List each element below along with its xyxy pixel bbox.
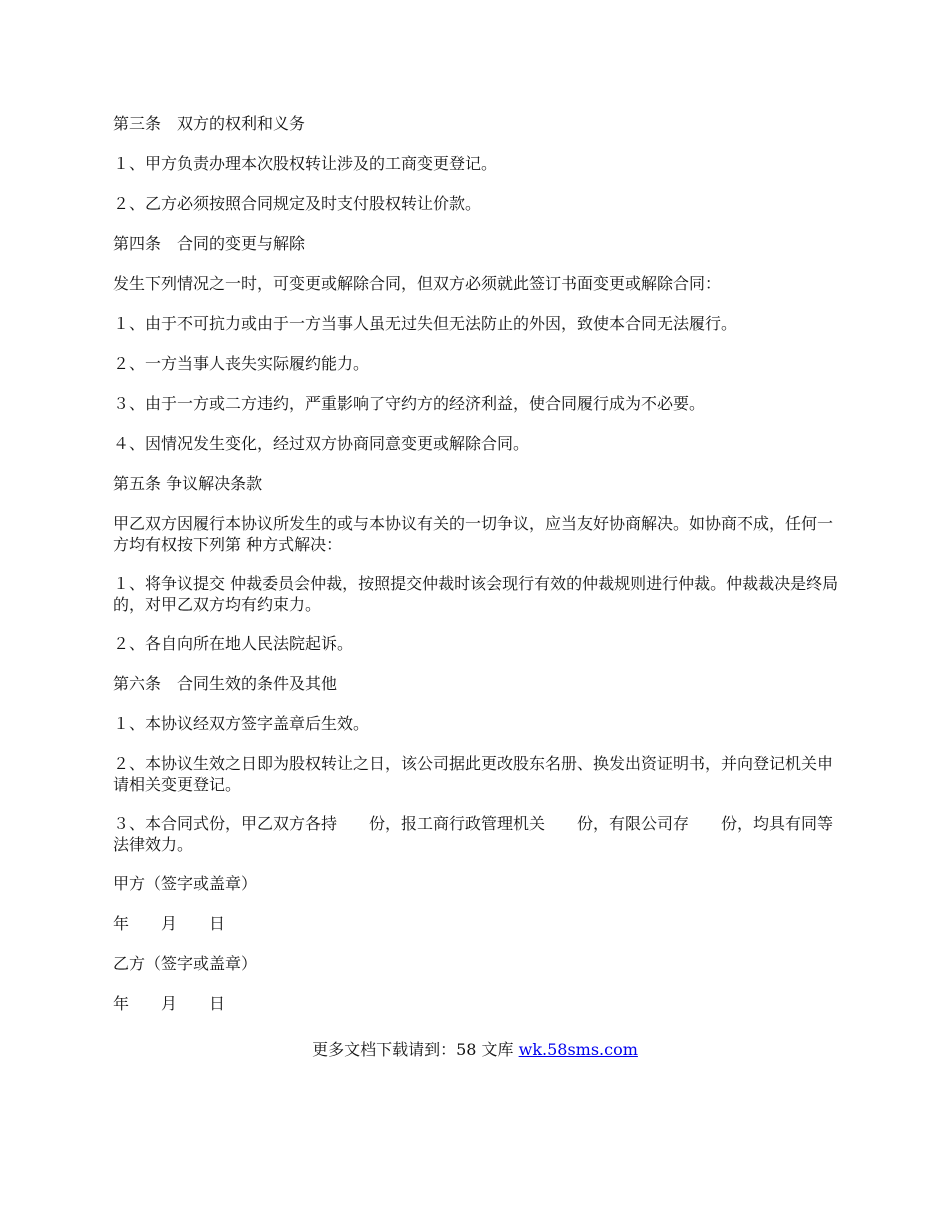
article-6-item-3: ３、本合同式份，甲乙双方各持 份，报工商行政管理机关 份，有限公司存 份，均具有同等法律效力。 xyxy=(113,814,834,854)
document-body xyxy=(113,113,843,1033)
article-3-item-1: １、甲方负责办理本次股权转让涉及的工商变更登记。 xyxy=(113,154,498,173)
download-footer xyxy=(0,1039,950,1061)
party-a-date: 年 月 日 xyxy=(113,914,226,933)
article-4-heading: 第四条 合同的变更与解除 xyxy=(113,234,306,253)
article-6-item-2: ２、本协议生效之日即为股权转让之日，该公司据此更改股东名册、换发出资证明书，并向登记机关申请相关变更登记。 xyxy=(113,754,834,794)
party-a-signature: 甲方（签字或盖章） xyxy=(113,874,258,893)
party-b-signature: 乙方（签字或盖章） xyxy=(113,954,258,973)
article-4-item-1: １、由于不可抗力或由于一方当事人虽无过失但无法防止的外因，致使本合同无法履行。 xyxy=(113,314,738,333)
article-5-item-2: ２、各自向所在地人民法院起诉。 xyxy=(113,634,354,653)
article-5-heading: 第五条 争议解决条款 xyxy=(113,474,263,493)
article-4-item-2: ２、一方当事人丧失实际履约能力。 xyxy=(113,354,370,373)
footer-link[interactable]: wk.58sms.com xyxy=(518,1040,638,1059)
article-5-intro: 甲乙双方因履行本协议所发生的或与本协议有关的一切争议，应当友好协商解决。如协商不成，任何一方均有权按下列第 种方式解决： xyxy=(113,514,834,554)
article-4-item-3: ３、由于一方或二方违约，严重影响了守约方的经济利益，使合同履行成为不必要。 xyxy=(113,394,706,413)
article-6-heading: 第六条 合同生效的条件及其他 xyxy=(113,674,338,693)
article-4-intro: 发生下列情况之一时，可变更或解除合同，但双方必须就此签订书面变更或解除合同： xyxy=(113,274,722,293)
article-4-item-4: ４、因情况发生变化，经过双方协商同意变更或解除合同。 xyxy=(113,434,530,453)
article-5-item-1: １、将争议提交 仲裁委员会仲裁，按照提交仲裁时该会现行有效的仲裁规则进行仲裁。仲裁裁决是终局的，对甲乙双方均有约束力。 xyxy=(113,574,839,614)
party-b-date: 年 月 日 xyxy=(113,994,226,1013)
article-3-item-2: ２、乙方必须按照合同规定及时支付股权转让价款。 xyxy=(113,194,482,213)
footer-text: 更多文档下载请到：58 文库 xyxy=(312,1040,519,1059)
article-3-heading: 第三条 双方的权利和义务 xyxy=(113,114,306,133)
article-6-item-1: １、本协议经双方签字盖章后生效。 xyxy=(113,714,370,733)
